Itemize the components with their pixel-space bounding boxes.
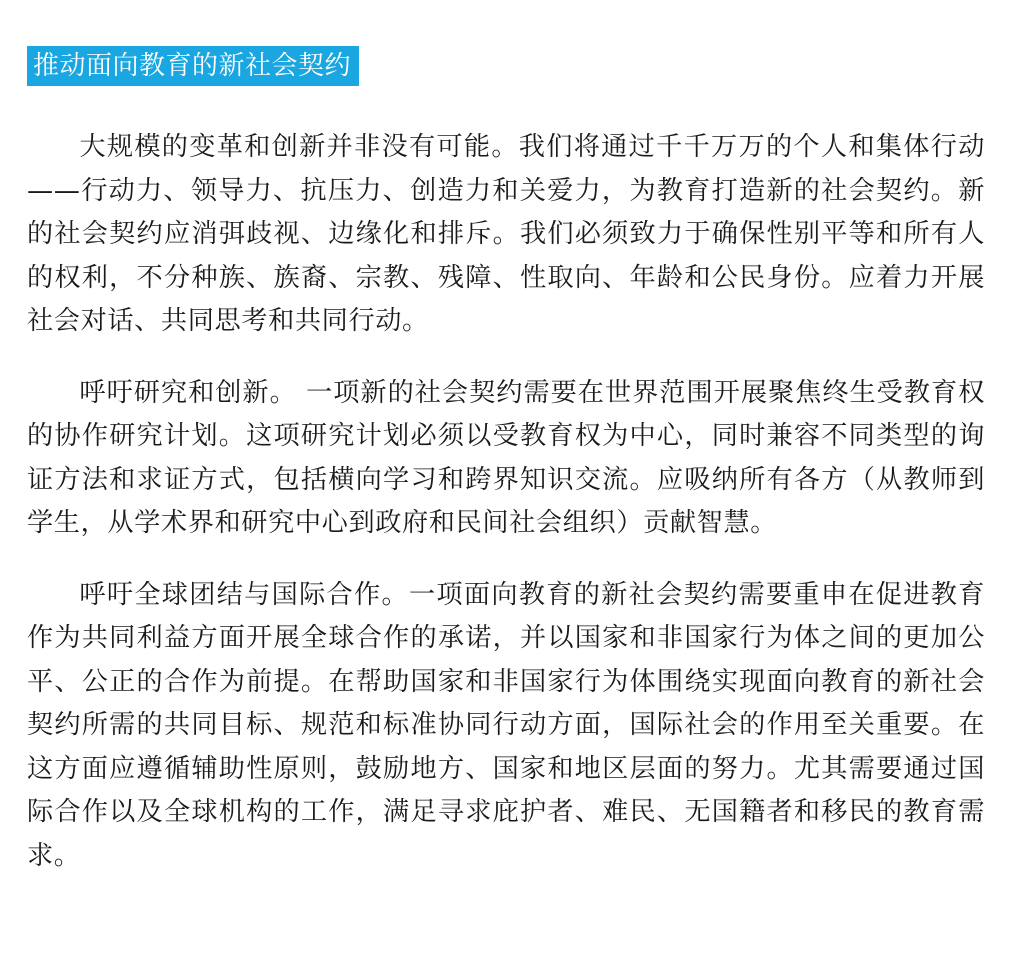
- paragraph-social-contract: 大规模的变革和创新并非没有可能。我们将通过千千万万的个人和集体行动——行动力、领导力、抗压力、创造力和关爱力，为教育打造新的社会契约。新的社会契约应消弭歧视、边缘化和排斥。我们必须致力于确保性别平等和所有人的权利，不分种族、族裔、宗教、残障、性取向、年龄和公民身份。应着力开展社会对话、共同思考和共同行动。: [27, 132, 985, 336]
- paragraph-research-innovation: 呼吁研究和创新。 一项新的社会契约需要在世界范围开展聚焦终生受教育权的协作研究计划。这项研究计划必须以受教育权为中心，同时兼容不同类型的询证方法和求证方式，包括横向学习和跨界知识交流。应吸纳所有各方（从教师到学生，从学术界和研究中心到政府和民间社会组织）贡献智慧。: [27, 377, 985, 538]
- paragraph-global-solidarity: 呼吁全球团结与国际合作。一项面向教育的新社会契约需要重申在促进教育作为共同利益方面开展全球合作的承诺，并以国家和非国家行为体之间的更加公平、公正的合作为前提。在帮助国家和非国家行为体围绕实现面向教育的新社会契约所需的共同目标、规范和标准协同行动方面，国际社会的作用至关重要。在这方面应遵循辅助性原则，鼓励地方、国家和地区层面的努力。尤其需要通过国际合作以及全球机构的工作，满足寻求庇护者、难民、无国籍者和移民的教育需求。: [27, 579, 985, 871]
- section-title: 推动面向教育的新社会契约: [27, 46, 359, 86]
- document-page: [27, 46, 985, 878]
